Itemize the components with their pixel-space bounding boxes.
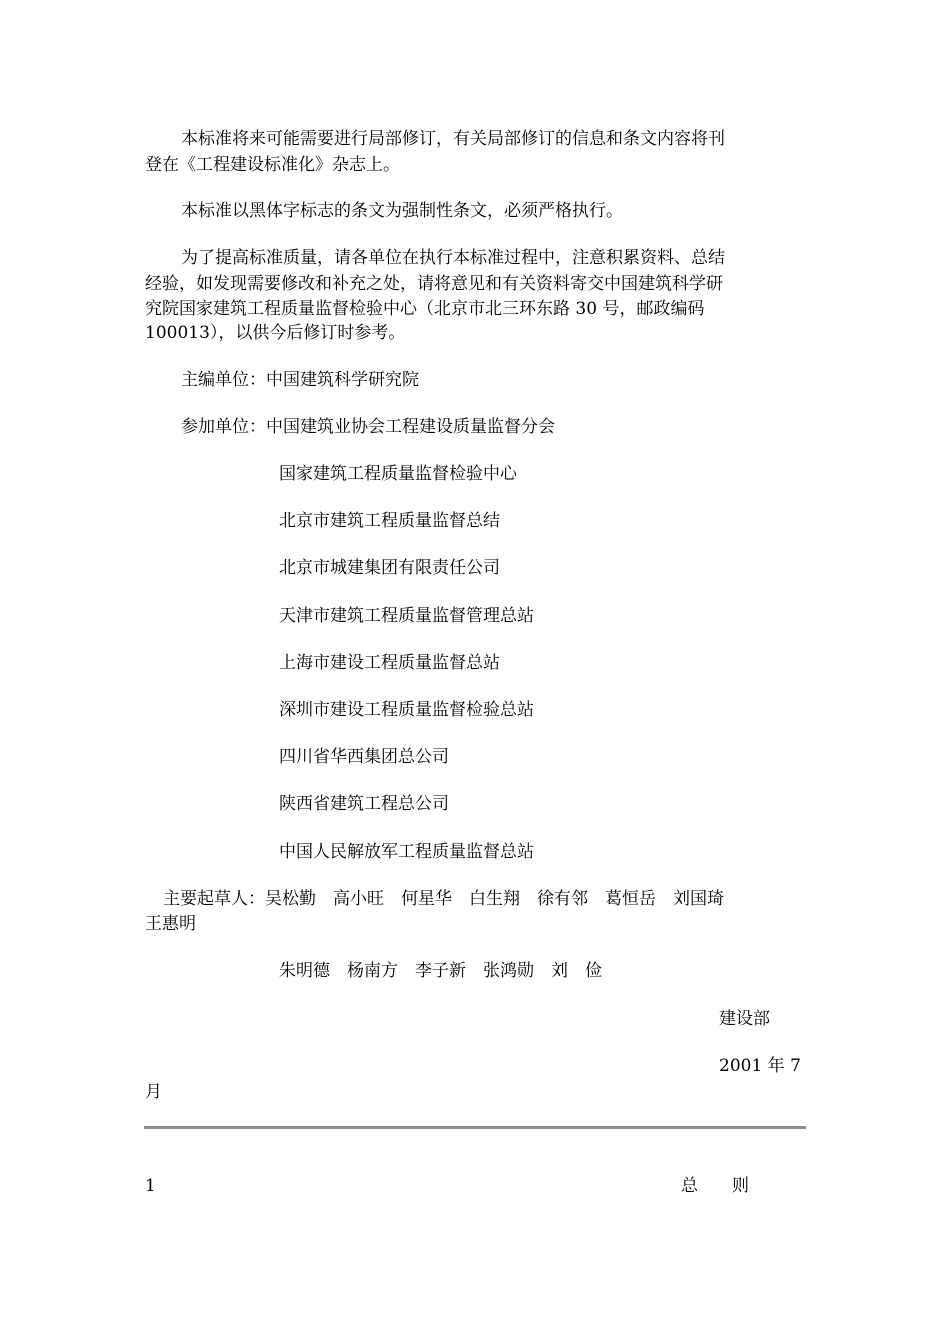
participating-unit: 陕西省建筑工程总公司 <box>279 794 449 814</box>
main-drafters-line2: 王惠明 <box>145 914 196 934</box>
main-drafters-line1: 主要起草人：吴松勤 高小旺 何星华 白生翔 徐有邻 葛恒岳 刘国琦 <box>163 889 724 909</box>
paragraph-mandatory-clauses: 本标准以黑体字标志的条文为强制性条文，必须严格执行。 <box>181 201 623 221</box>
participating-unit: 北京市建筑工程质量监督总结 <box>279 511 500 531</box>
section-divider <box>144 1126 806 1129</box>
issuer-signature: 建设部 <box>719 1009 770 1029</box>
participating-units-label: 参加单位：中国建筑业协会工程建设质量监督分会 <box>181 417 555 437</box>
paragraph-feedback-line4: 100013），以供今后修订时参考。 <box>145 323 406 343</box>
participating-unit: 北京市城建集团有限责任公司 <box>279 558 500 578</box>
participating-unit: 四川省华西集团总公司 <box>279 747 449 767</box>
section-number: 1 <box>145 1176 156 1196</box>
issue-date: 2001 年 7 <box>719 1056 801 1076</box>
issue-date-month: 月 <box>145 1082 162 1102</box>
participating-unit: 中国人民解放军工程质量监督总站 <box>279 842 534 862</box>
participating-unit: 深圳市建设工程质量监督检验总站 <box>279 700 534 720</box>
chief-editor-unit: 主编单位：中国建筑科学研究院 <box>181 370 419 390</box>
section-title: 总 则 <box>681 1176 749 1196</box>
paragraph-feedback-line2: 经验，如发现需要修改和补充之处，请将意见和有关资料寄交中国建筑科学研 <box>145 274 723 294</box>
paragraph-revision-line1: 本标准将来可能需要进行局部修订，有关局部修订的信息和条文内容将刊 <box>181 129 725 149</box>
participating-unit: 上海市建设工程质量监督总站 <box>279 653 500 673</box>
paragraph-feedback-line1: 为了提高标准质量，请各单位在执行本标准过程中，注意积累资料、总结 <box>181 248 725 268</box>
participating-unit: 天津市建筑工程质量监督管理总站 <box>279 606 534 626</box>
participating-unit: 国家建筑工程质量监督检验中心 <box>279 464 517 484</box>
main-drafters-line3: 朱明德 杨南方 李子新 张鸿勋 刘 俭 <box>279 961 602 981</box>
paragraph-revision-line2: 登在《工程建设标准化》杂志上。 <box>145 155 400 175</box>
paragraph-feedback-line3: 究院国家建筑工程质量监督检验中心（北京市北三环东路 30 号，邮政编码 <box>145 299 705 319</box>
